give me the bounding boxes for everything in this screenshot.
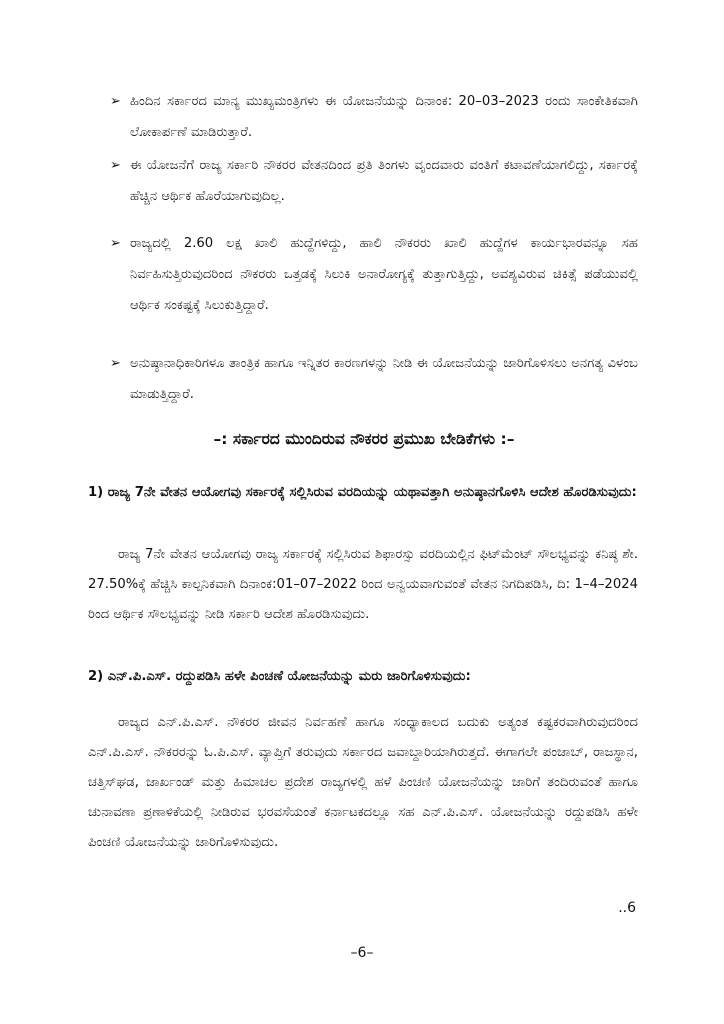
bullet-text: ಅನುಷ್ಠಾನಾಧಿಕಾರಿಗಳೂ ತಾಂತ್ರಿಕ ಹಾಗೂ ಇನ್ನಿತರ ಕಾರಣಗಳನ್ನು ನೀಡಿ ಈ ಯೋಜನೆಯನ್ನು ಜಾರಿಗೊಳಿಸಲು ಅನಗತ್ಯ ವಿಳಂಬ ಮಾಡುತ್ತಿದ್ದಾರೆ. — [130, 356, 638, 402]
continued-marker: ..6 — [618, 900, 636, 916]
demand-1-body: ರಾಜ್ಯ 7ನೇ ವೇತನ ಆಯೋಗವು ರಾಜ್ಯ ಸರ್ಕಾರಕ್ಕೆ ಸಲ್ಲಿಸಿರುವ ಶಿಫಾರಸ್ಸು ವರದಿಯಲ್ಲಿನ ಫಿಟ್‌ಮೆಂಟ್ ಸೌಲಭ್ಯವನ್ನು ಕನಿಷ್ಠ ಶೇ. 27.50%ಕ್ಕೆ ಹೆಚ್ಚಿಸಿ ಕಾಲ್ಪನಿಕವಾಗಿ ದಿನಾಂಕ:01–07–2022 ರಿಂದ ಅನ್ವಯವಾಗುವಂತೆ ವೇತನ ನಿಗದಿಪಡಿಸಿ, ದಿ: 1–4–2024 ರಿಂದ ಆರ್ಥಿಕ ಸೌಲಭ್ಯವನ್ನು ನೀಡಿ ಸರ್ಕಾರಿ ಆದೇಶ ಹೊರಡಿಸುವುದು. — [88, 547, 638, 622]
arrow-bullet-icon: ➢ — [110, 94, 121, 109]
demand-2-title: 2) ಎನ್.ಪಿ.ಎಸ್. ರದ್ದುಪಡಿಸಿ ಹಳೇ ಪಿಂಚಣೆ ಯೋಜನೆಯನ್ನು ಮರು ಜಾರಿಗೊಳಿಸುವುದು: — [88, 669, 471, 684]
arrow-bullet-icon: ➢ — [110, 158, 121, 173]
bullet-item-1 — [110, 86, 638, 148]
section-heading: –: ಸರ್ಕಾರದ ಮುಂದಿರುವ ನೌಕರರ ಪ್ರಮುಖ ಬೇಡಿಕೆಗಳು :– — [213, 430, 515, 448]
demand-2-body: ರಾಜ್ಯದ ಎನ್.ಪಿ.ಎಸ್. ನೌಕರರ ಜೀವನ ನಿರ್ವಹಣೆ ಹಾಗೂ ಸಂಧ್ಯಾಕಾಲದ ಬದುಕು ಅತ್ಯಂತ ಕಷ್ಟಕರವಾಗಿರುವುದರಿಂದ ಎನ್.ಪಿ.ಎಸ್. ನೌಕರರನ್ನು ಓ.ಪಿ.ಎಸ್. ವ್ಯಾಪ್ತಿಗೆ ತರುವುದು ಸರ್ಕಾರದ ಜವಾಬ್ದಾರಿಯಾಗಿರುತ್ತದೆ. ಈಗಾಗಲೇ ಪಂಜಾಬ್, ರಾಜಸ್ಥಾನ, ಚತ್ತಿಸ್‌ಘಡ, ಜಾರ್ಖಂಡ್ ಮತ್ತು ಹಿಮಾಚಲ ಪ್ರದೇಶ ರಾಜ್ಯಗಳಲ್ಲಿ ಹಳೆ ಪಿಂಚಣಿ ಯೋಜನೆಯನ್ನು ಜಾರಿಗೆ ತಂದಿರುವಂತೆ ಹಾಗೂ ಚುನಾವಣಾ ಪ್ರಣಾಳಿಕೆಯಲ್ಲಿ ನೀಡಿರುವ ಭರವಸೆಯಂತೆ ಕರ್ನಾಟಕದಲ್ಲೂ ಸಹ ಎನ್.ಪಿ.ಎಸ್. ಯೋಜನೆಯನ್ನು ರದ್ದುಪಡಿಸಿ ಹಳೇ ಪಿಂಚಣಿ ಯೋಜನೆಯನ್ನು ಜಾರಿಗೊಳಿಸುವುದು. — [88, 715, 639, 850]
bullet-text: ಹಿಂದಿನ ಸರ್ಕಾರದ ಮಾನ್ಯ ಮುಖ್ಯಮಂತ್ರಿಗಳು ಈ ಯೋಜನೆಯನ್ನು ದಿನಾಂಕ: 20–03–2023 ರಂದು ಸಾಂಕೇತಿಕವಾಗಿ ಲೋಕಾರ್ಪಣೆ ಮಾಡಿರುತ್ತಾರೆ. — [130, 94, 638, 140]
bullet-text: ರಾಜ್ಯದಲ್ಲಿ 2.60 ಲಕ್ಷ ಖಾಲಿ ಹುದ್ದೆಗಳಿದ್ದು, ಹಾಲಿ ನೌಕರರು ಖಾಲಿ ಹುದ್ದೆಗಳ ಕಾರ್ಯಭಾರವನ್ನೂ ಸಹ ನಿರ್ವಹಿಸುತ್ತಿರುವುದರಿಂದ ನೌಕರರು ಒತ್ತಡಕ್ಕೆ ಸಿಲುಕಿ ಅನಾರೋಗ್ಯಕ್ಕೆ ತುತ್ತಾಗುತ್ತಿದ್ದು, ಅವಶ್ಯವಿರುವ ಚಿಕಿತ್ಸೆ ಪಡೆಯುವಲ್ಲಿ ಆರ್ಥಿಕ ಸಂಕಷ್ಟಕ್ಕೆ ಸಿಲುಕುತ್ತಿದ್ದಾರೆ. — [130, 236, 638, 313]
bullet-item-3 — [110, 228, 638, 321]
page-number: –6– — [350, 945, 374, 961]
demand-1-title: 1) ರಾಜ್ಯ 7ನೇ ವೇತನ ಆಯೋಗವು ಸರ್ಕಾರಕ್ಕೆ ಸಲ್ಲಿಸಿರುವ ವರದಿಯನ್ನು ಯಥಾವತ್ತಾಗಿ ಅನುಷ್ಠಾನಗೊಳಿಸಿ ಆದೇಶ ಹೊರಡಿಸುವುದು: — [88, 485, 637, 500]
bullet-text: ಈ ಯೋಜನೆಗೆ ರಾಜ್ಯ ಸರ್ಕಾರಿ ನೌಕರರ ವೇತನದಿಂದ ಪ್ರತಿ ತಿಂಗಳು ವೃಂದವಾರು ವಂತಿಗೆ ಕಟಾವಣೆಯಾಗಲಿದ್ದು, ಸರ್ಕಾರಕ್ಕೆ ಹೆಚ್ಚಿನ ಆರ್ಥಿಕ ಹೊರೆಯಾಗುವುದಿಲ್ಲ. — [130, 158, 638, 204]
bullet-item-4 — [110, 348, 638, 410]
arrow-bullet-icon: ➢ — [110, 236, 121, 251]
arrow-bullet-icon: ➢ — [110, 356, 121, 371]
bullet-item-2 — [110, 150, 638, 212]
